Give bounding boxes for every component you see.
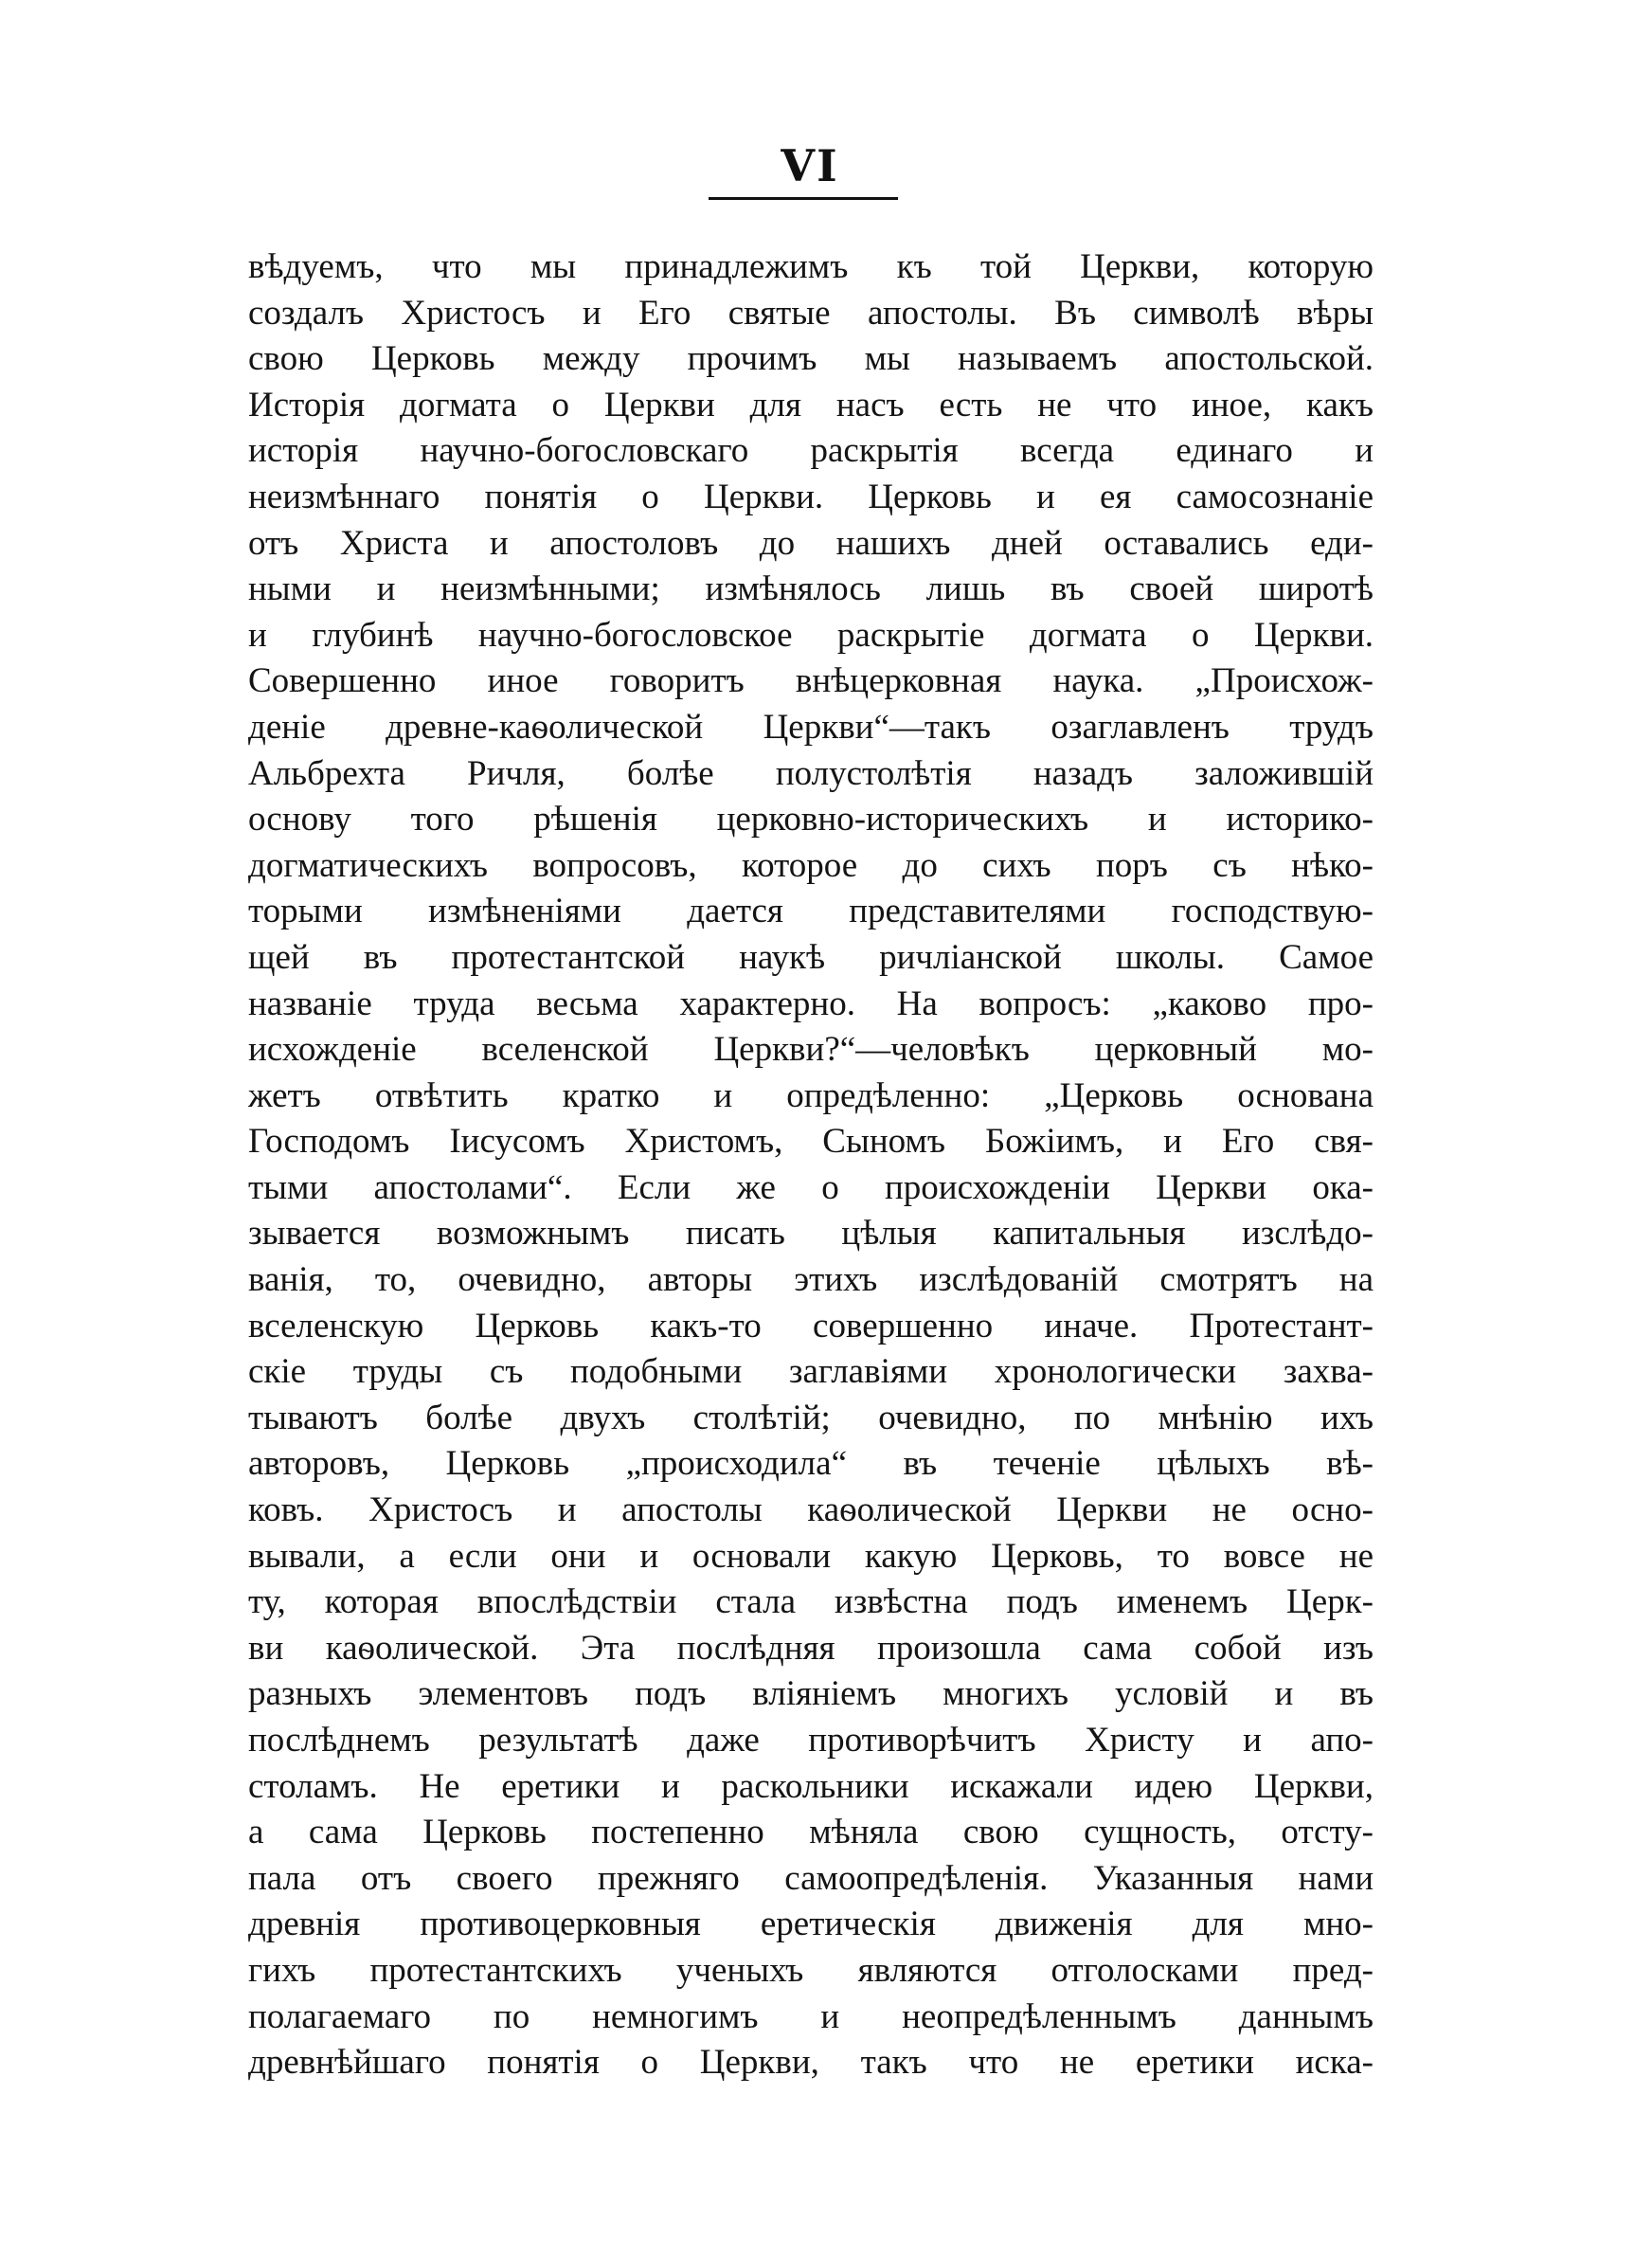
text-line: разныхъ элементовъ подъ вліяніемъ многихъ условій и въ xyxy=(248,1674,1374,1714)
page-number: VI xyxy=(781,140,839,191)
text-line: тыми апостолами“. Если же о происхожденіи Церкви ока- xyxy=(248,1167,1374,1207)
text-line: торыми измѣненіями дается представителями господствую- xyxy=(248,892,1374,931)
text-line: а сама Церковь постепенно мѣняла свою сущность, отсту- xyxy=(248,1813,1374,1852)
text-line: ными и неизмѣнными; измѣнялось лишь въ своей широтѣ xyxy=(248,569,1374,609)
text-line: отъ Христа и апостоловъ до нашихъ дней оставались еди- xyxy=(248,523,1374,563)
text-line: Господомъ Іисусомъ Христомъ, Сыномъ Божіимъ, и Его свя- xyxy=(248,1122,1374,1162)
text-line: ту, которая впослѣдствіи стала извѣстна подъ именемъ Церк- xyxy=(248,1582,1374,1622)
text-line: полагаемаго по немногимъ и неопредѣленнымъ даннымъ xyxy=(248,1996,1374,2036)
text-line: свою Церковь между прочимъ мы называемъ апостольской. xyxy=(248,339,1374,379)
text-line: щей въ протестантской наукѣ ричліанской школы. Самое xyxy=(248,937,1374,977)
text-line: исхожденіе вселенской Церкви?“—человѣкъ церковный мо- xyxy=(248,1030,1374,1070)
text-line: пала отъ своего прежняго самоопредѣленія. Указанныя нами xyxy=(248,1858,1374,1898)
text-line: ковъ. Христосъ и апостолы каѳолической Церкви не осно- xyxy=(248,1490,1374,1530)
text-line: догматическихъ вопросовъ, которое до сихъ поръ съ нѣко- xyxy=(248,845,1374,885)
text-line: послѣднемъ результатѣ даже противорѣчитъ Христу и апо- xyxy=(248,1721,1374,1760)
text-line: и глубинѣ научно-богословское раскрытіе догмата о Церкви. xyxy=(248,615,1374,655)
text-line: гихъ протестантскихъ ученыхъ являются отголосками пред- xyxy=(248,1950,1374,1990)
text-line: Альбрехта Ричля, болѣе полустолѣтія назадъ заложившій xyxy=(248,753,1374,793)
text-line: Совершенно иное говоритъ внѣцерковная наука. „Происхож- xyxy=(248,661,1374,701)
text-line: древнѣйшаго понятія о Церкви, такъ что не еретики иска- xyxy=(248,2043,1374,2083)
text-line: столамъ. Не еретики и раскольники искажали идею Церкви, xyxy=(248,1766,1374,1806)
text-line: создалъ Христосъ и Его святые апостолы. Въ символѣ вѣры xyxy=(248,293,1374,333)
text-line: ви каѳолической. Эта послѣдняя произошла сама собой изъ xyxy=(248,1628,1374,1668)
text-line: основу того рѣшенія церковно-историческихъ и историко- xyxy=(248,800,1374,840)
text-line: зывается возможнымъ писать цѣлыя капитальныя изслѣдо- xyxy=(248,1214,1374,1254)
text-line: Исторія догмата о Церкви для насъ есть не что иное, какъ xyxy=(248,385,1374,424)
page-number-rule xyxy=(709,197,898,200)
text-line: скіе труды съ подобными заглавіями хронологически захва- xyxy=(248,1352,1374,1392)
text-line: неизмѣннаго понятія о Церкви. Церковь и ея самосознаніе xyxy=(248,477,1374,516)
text-line: деніе древне-каѳолической Церкви“—такъ озаглавленъ трудъ xyxy=(248,707,1374,747)
text-line: древнія противоцерковныя еретическія движенія для мно- xyxy=(248,1905,1374,1944)
body-text xyxy=(248,244,1374,2086)
text-line: жетъ отвѣтить кратко и опредѣленно: „Церковь основана xyxy=(248,1075,1374,1115)
text-line: названіе труда весьма характерно. На вопросъ: „каково про- xyxy=(248,984,1374,1023)
text-line: авторовъ, Церковь „происходила“ въ теченіе цѣлыхъ вѣ- xyxy=(248,1444,1374,1484)
text-line: тываютъ болѣе двухъ столѣтій; очевидно, по мнѣнію ихъ xyxy=(248,1398,1374,1437)
text-line: вывали, а если они и основали какую Церковь, то вовсе не xyxy=(248,1536,1374,1576)
text-line: вселенскую Церковь какъ-то совершенно иначе. Протестант- xyxy=(248,1306,1374,1345)
text-line: исторія научно-богословскаго раскрытія всегда единаго и xyxy=(248,431,1374,471)
text-line: ванія, то, очевидно, авторы этихъ изслѣдованій смотрятъ на xyxy=(248,1260,1374,1300)
text-line: вѣдуемъ, что мы принадлежимъ къ той Церкви, которую xyxy=(248,247,1374,286)
